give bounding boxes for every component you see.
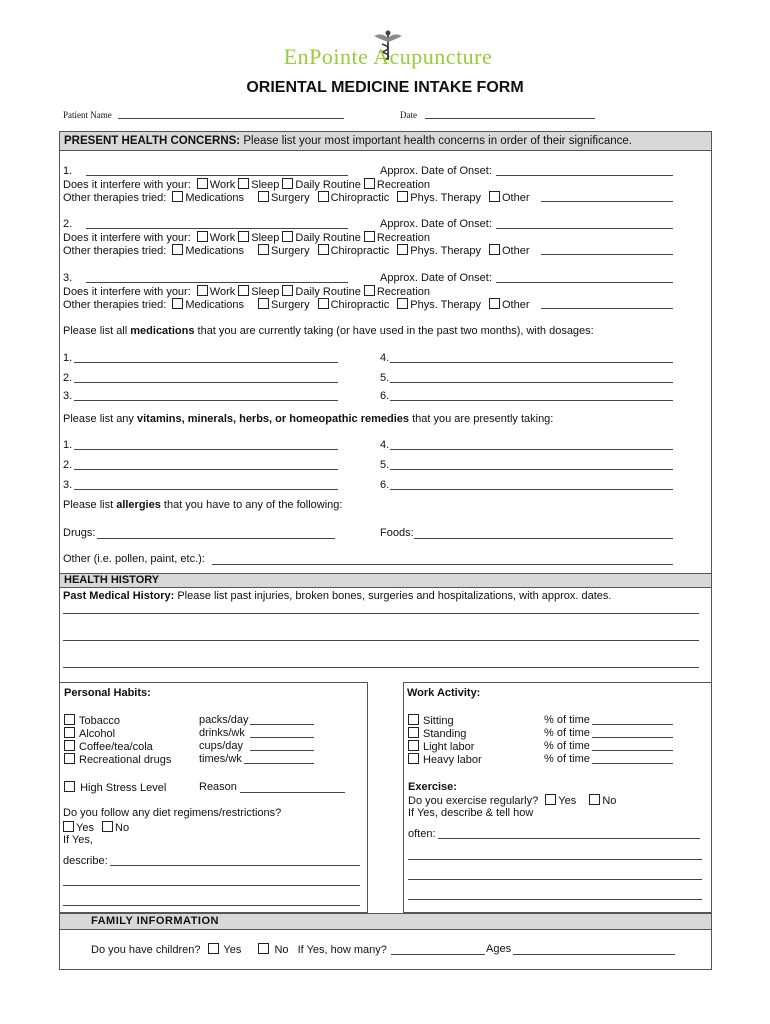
logo-text: EnPointe Acupuncture	[283, 44, 493, 69]
therapy-checkbox[interactable]	[172, 298, 183, 309]
work-activity-unit: % of time	[544, 727, 590, 739]
interfere-option: Daily Routine	[295, 286, 361, 298]
diet-no-checkbox[interactable]	[102, 821, 113, 832]
interfere-checkbox[interactable]	[238, 285, 249, 296]
past-medical-history-prompt: Past Medical History: Please list past injuries, broken bones, surgeries and hospitalizations, with approx. dates.	[63, 590, 612, 602]
exercise-yes-checkbox[interactable]	[545, 794, 556, 805]
habit-label: Recreational drugs	[79, 754, 172, 766]
exercise-often-label: often:	[408, 828, 436, 840]
interfere-option: Daily Routine	[295, 232, 361, 244]
family-info-heading: FAMILY INFORMATION	[91, 915, 219, 927]
interfere-option: Sleep	[251, 232, 280, 244]
work-activity-checkbox[interactable]	[408, 740, 419, 751]
onset-date-field[interactable]	[496, 282, 673, 283]
therapy-option: Surgery	[271, 299, 310, 311]
exercise-line-3[interactable]	[408, 879, 702, 880]
concern-number: 2.	[63, 218, 73, 230]
therapy-checkbox[interactable]	[489, 191, 500, 202]
work-activity-checkbox[interactable]	[408, 727, 419, 738]
drugs-allergy-field[interactable]	[97, 538, 335, 539]
habit-unit: drinks/wk	[199, 727, 245, 739]
list-entry-field[interactable]	[390, 449, 673, 450]
habit-unit: packs/day	[199, 714, 249, 726]
interfere-option: Daily Routine	[295, 179, 361, 191]
work-activity-label: Light labor	[423, 741, 475, 753]
interfere-checkbox[interactable]	[364, 285, 375, 296]
habit-unit: times/wk	[199, 753, 242, 765]
therapy-option: Medications	[185, 245, 245, 257]
medications-prompt: Please list all medications that you are currently taking (or have used in the past two months), with dosages:	[63, 325, 594, 337]
patient-name-field[interactable]	[118, 118, 344, 119]
interfere-checkbox[interactable]	[282, 285, 293, 296]
children-row: Do you have children? Yes No If Yes, how many?	[91, 944, 387, 956]
interfere-checkbox[interactable]	[282, 231, 293, 242]
onset-label: Approx. Date of Onset:	[380, 272, 492, 284]
list-number: 3.	[63, 390, 73, 402]
interfere-label: Does it interfere with your:	[63, 286, 191, 298]
list-entry-field[interactable]	[390, 489, 673, 490]
list-number: 1.	[63, 439, 73, 451]
interfere-option: Sleep	[251, 286, 280, 298]
habit-label: Coffee/tea/cola	[79, 741, 153, 753]
diet-yes-no: Yes No	[63, 821, 129, 835]
habit-checkbox[interactable]	[64, 714, 75, 725]
therapy-checkbox[interactable]	[489, 298, 500, 309]
exercise-line-1[interactable]	[438, 838, 700, 839]
interfere-row	[63, 285, 430, 299]
interfere-checkbox[interactable]	[197, 285, 208, 296]
therapy-checkbox[interactable]	[172, 244, 183, 255]
work-activity-item[interactable]	[408, 753, 482, 767]
list-entry-field[interactable]	[390, 382, 673, 383]
work-activity-percent-field[interactable]	[592, 724, 673, 725]
habit-item[interactable]	[64, 753, 171, 767]
therapy-checkbox[interactable]	[397, 244, 408, 255]
list-number: 4.	[380, 439, 390, 451]
interfere-row	[63, 231, 430, 245]
interfere-option: Work	[209, 179, 236, 191]
list-entry-field[interactable]	[390, 400, 673, 401]
interfere-checkbox[interactable]	[364, 231, 375, 242]
list-number: 3.	[63, 479, 73, 491]
work-activity-label: Heavy labor	[423, 754, 482, 766]
list-entry-field[interactable]	[74, 400, 338, 401]
high-stress-item[interactable]: High Stress Level	[64, 781, 166, 795]
exercise-line-4[interactable]	[408, 899, 702, 900]
interfere-checkbox[interactable]	[282, 178, 293, 189]
work-activity-item[interactable]	[408, 740, 474, 754]
list-number: 2.	[63, 372, 73, 384]
interfere-option: Work	[209, 286, 236, 298]
list-number: 4.	[380, 352, 390, 364]
therapies-row	[63, 298, 530, 312]
therapy-option: Chiropractic	[330, 192, 390, 204]
exercise-line-2[interactable]	[408, 859, 702, 860]
therapy-checkbox[interactable]	[172, 191, 183, 202]
other-allergy-label: Other (i.e. pollen, paint, etc.):	[63, 553, 205, 565]
diet-question: Do you follow any diet regimens/restrictions?	[63, 807, 282, 819]
personal-habits-heading: Personal Habits:	[64, 687, 151, 699]
therapy-checkbox[interactable]	[258, 244, 269, 255]
therapy-option: Phys. Therapy	[410, 192, 481, 204]
diet-describe-label: describe:	[63, 855, 108, 867]
children-yes-checkbox[interactable]	[208, 943, 219, 954]
work-activity-unit: % of time	[544, 753, 590, 765]
habit-item[interactable]	[64, 727, 115, 741]
interfere-checkbox[interactable]	[197, 231, 208, 242]
medical-history-line-3[interactable]	[63, 667, 699, 668]
ages-label: Ages	[486, 943, 512, 955]
list-entry-field[interactable]	[74, 469, 338, 470]
interfere-option: Recreation	[376, 179, 431, 191]
work-activity-item[interactable]	[408, 714, 454, 728]
high-stress-checkbox[interactable]	[64, 781, 75, 792]
list-entry-field[interactable]	[390, 469, 673, 470]
other-therapy-field[interactable]	[541, 201, 673, 202]
medical-history-line-1[interactable]	[63, 613, 699, 614]
habit-item[interactable]	[64, 740, 153, 754]
list-number: 6.	[380, 390, 390, 402]
date-label: Date	[400, 110, 417, 120]
list-entry-field[interactable]	[390, 362, 673, 363]
interfere-checkbox[interactable]	[238, 178, 249, 189]
therapy-checkbox[interactable]	[258, 298, 269, 309]
stress-reason-field[interactable]	[240, 792, 345, 793]
work-activity-checkbox[interactable]	[408, 714, 419, 725]
therapy-checkbox[interactable]	[258, 191, 269, 202]
diet-if-yes: If Yes,	[63, 834, 93, 846]
therapies-row	[63, 244, 530, 258]
work-activity-percent-field[interactable]	[592, 750, 673, 751]
work-activity-label: Standing	[423, 728, 467, 740]
habit-amount-field[interactable]	[250, 724, 314, 725]
work-activity-unit: % of time	[544, 714, 590, 726]
diet-describe-line-1[interactable]	[110, 865, 360, 866]
children-ages-field[interactable]	[513, 954, 675, 955]
therapy-option: Medications	[185, 299, 245, 311]
habit-checkbox[interactable]	[64, 727, 75, 738]
habit-checkbox[interactable]	[64, 753, 75, 764]
therapies-label: Other therapies tried:	[63, 192, 167, 204]
allergies-prompt: Please list allergies that you have to any of the following:	[63, 499, 343, 511]
therapy-option: Surgery	[271, 245, 310, 257]
other-allergy-field[interactable]	[212, 564, 673, 565]
drugs-label: Drugs:	[63, 527, 96, 539]
work-activity-item[interactable]	[408, 727, 466, 741]
list-entry-field[interactable]	[74, 449, 338, 450]
therapy-option: Chiropractic	[330, 245, 390, 257]
therapy-option: Chiropractic	[330, 299, 390, 311]
therapies-label: Other therapies tried:	[63, 299, 167, 311]
list-number: 5.	[380, 372, 390, 384]
therapy-option: Other	[502, 192, 530, 204]
other-therapy-field[interactable]	[541, 308, 673, 309]
habit-checkbox[interactable]	[64, 740, 75, 751]
therapies-label: Other therapies tried:	[63, 245, 167, 257]
onset-date-field[interactable]	[496, 175, 673, 176]
diet-yes-checkbox[interactable]	[63, 821, 74, 832]
therapies-row	[63, 191, 530, 205]
interfere-checkbox[interactable]	[197, 178, 208, 189]
work-activity-checkbox[interactable]	[408, 753, 419, 764]
work-activity-percent-field[interactable]	[592, 737, 673, 738]
work-activity-heading: Work Activity:	[407, 687, 481, 699]
interfere-label: Does it interfere with your:	[63, 179, 191, 191]
list-entry-field[interactable]	[74, 489, 338, 490]
interfere-option: Work	[209, 232, 236, 244]
interfere-option: Sleep	[251, 179, 280, 191]
work-activity-unit: % of time	[544, 740, 590, 752]
therapy-option: Phys. Therapy	[410, 245, 481, 257]
therapy-checkbox[interactable]	[318, 298, 329, 309]
onset-label: Approx. Date of Onset:	[380, 165, 492, 177]
date-field[interactable]	[425, 118, 595, 119]
exercise-question: Do you exercise regularly? Yes No	[408, 795, 617, 807]
interfere-checkbox[interactable]	[238, 231, 249, 242]
exercise-heading: Exercise:	[408, 781, 457, 793]
onset-date-field[interactable]	[496, 228, 673, 229]
form-title: ORIENTAL MEDICINE INTAKE FORM	[246, 79, 524, 96]
work-activity-percent-field[interactable]	[592, 763, 673, 764]
concern-field[interactable]	[86, 228, 348, 229]
interfere-option: Recreation	[376, 286, 431, 298]
therapy-option: Other	[502, 245, 530, 257]
therapy-checkbox[interactable]	[397, 191, 408, 202]
foods-allergy-field[interactable]	[414, 538, 673, 539]
habit-amount-field[interactable]	[250, 750, 314, 751]
therapy-checkbox[interactable]	[489, 244, 500, 255]
therapy-option: Medications	[185, 192, 245, 204]
therapy-checkbox[interactable]	[318, 244, 329, 255]
reason-label: Reason	[199, 781, 237, 793]
children-count-field[interactable]	[391, 954, 485, 955]
health-history-heading: HEALTH HISTORY	[64, 574, 160, 586]
habit-item[interactable]	[64, 714, 120, 728]
habit-label: Alcohol	[79, 728, 116, 740]
habit-amount-field[interactable]	[244, 763, 314, 764]
diet-describe-line-3[interactable]	[63, 905, 360, 906]
interfere-row	[63, 178, 430, 192]
list-number: 1.	[63, 352, 73, 364]
concern-field[interactable]	[86, 175, 348, 176]
clinic-logo	[268, 30, 508, 76]
exercise-describe-prompt: If Yes, describe & tell how	[408, 807, 534, 819]
habit-label: Tobacco	[79, 715, 120, 727]
work-activity-label: Sitting	[423, 715, 454, 727]
list-entry-field[interactable]	[74, 362, 338, 363]
diet-describe-line-2[interactable]	[63, 885, 360, 886]
concern-number: 3.	[63, 272, 73, 284]
habit-amount-field[interactable]	[250, 737, 314, 738]
patient-name-label: Patient Name	[63, 110, 112, 120]
other-therapy-field[interactable]	[541, 254, 673, 255]
list-number: 2.	[63, 459, 73, 471]
concern-number: 1.	[63, 165, 73, 177]
concern-field[interactable]	[86, 282, 348, 283]
interfere-label: Does it interfere with your:	[63, 232, 191, 244]
medical-history-line-2[interactable]	[63, 640, 699, 641]
foods-label: Foods:	[380, 527, 414, 539]
list-number: 5.	[380, 459, 390, 471]
therapy-checkbox[interactable]	[318, 191, 329, 202]
habit-unit: cups/day	[199, 740, 244, 752]
interfere-option: Recreation	[376, 232, 431, 244]
present-health-heading: PRESENT HEALTH CONCERNS: Please list your most important health concerns in order of their significance.	[64, 135, 632, 147]
interfere-checkbox[interactable]	[364, 178, 375, 189]
exercise-no-checkbox[interactable]	[589, 794, 600, 805]
therapy-option: Phys. Therapy	[410, 299, 481, 311]
therapy-checkbox[interactable]	[397, 298, 408, 309]
list-number: 6.	[380, 479, 390, 491]
therapy-option: Other	[502, 299, 530, 311]
therapy-option: Surgery	[271, 192, 310, 204]
children-no-checkbox[interactable]	[258, 943, 269, 954]
onset-label: Approx. Date of Onset:	[380, 218, 492, 230]
list-entry-field[interactable]	[74, 382, 338, 383]
vitamins-prompt: Please list any vitamins, minerals, herbs, or homeopathic remedies that you are presently taking:	[63, 413, 554, 425]
